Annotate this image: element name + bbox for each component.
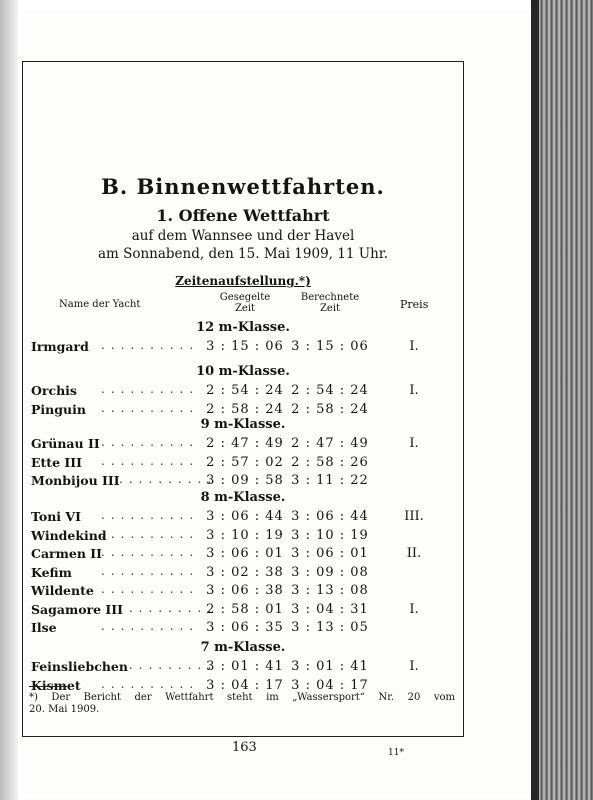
calculated-time: 3 : 13 : 08 bbox=[291, 583, 369, 598]
leader-dots: .......... bbox=[119, 600, 218, 615]
sailed-time: 2 : 58 : 01 bbox=[206, 601, 284, 617]
yacht-name: Pinguin bbox=[31, 401, 86, 417]
race-title: 1. Offene Wettfahrt bbox=[156, 206, 330, 225]
leader-dots: .......... bbox=[101, 619, 200, 633]
sailed-time: 2 : 57 : 02 bbox=[206, 454, 284, 470]
sailed-time: 3 : 06 : 44 bbox=[206, 509, 284, 524]
sailed-time: 3 : 09 : 58 bbox=[206, 473, 284, 488]
leader-dots: .......... bbox=[101, 508, 200, 522]
page-frame bbox=[22, 61, 464, 737]
class-heading: 8 m-Klasse. bbox=[200, 490, 286, 505]
leader-dots: .......... bbox=[119, 658, 218, 672]
book-page-edges bbox=[531, 0, 593, 800]
sailed-time: 3 : 04 : 17 bbox=[206, 677, 284, 693]
header-calculated: Berechnete Zeit bbox=[300, 292, 360, 314]
leader-dots: .......... bbox=[101, 382, 200, 396]
location-line: auf dem Wannsee und der Havel bbox=[131, 228, 355, 244]
calculated-time: 3 : 15 : 06 bbox=[291, 339, 369, 354]
header-name: Name der Yacht bbox=[59, 299, 141, 310]
sailed-time: 2 : 54 : 24 bbox=[206, 383, 284, 398]
table-title: Zeitenaufstellung.*) bbox=[175, 274, 311, 288]
prize: I. bbox=[409, 601, 419, 617]
yacht-name: Wildente bbox=[31, 583, 94, 598]
yacht-name: Ilse bbox=[31, 620, 57, 635]
calculated-time: 3 : 01 : 41 bbox=[291, 659, 369, 674]
leader-dots: .......... bbox=[101, 563, 200, 578]
calculated-time: 3 : 04 : 17 bbox=[291, 677, 369, 693]
calculated-time: 3 : 06 : 44 bbox=[291, 509, 369, 524]
footnote-rule bbox=[29, 686, 67, 687]
prize: I. bbox=[409, 436, 419, 451]
leader-dots: .......... bbox=[101, 676, 200, 691]
sailed-time: 2 : 58 : 24 bbox=[206, 401, 284, 417]
calculated-time: 3 : 13 : 05 bbox=[291, 620, 369, 635]
yacht-name: Ette III bbox=[31, 454, 82, 470]
sailed-time: 3 : 15 : 06 bbox=[206, 339, 284, 354]
section-title: B. Binnenwettfahrten. bbox=[101, 174, 385, 199]
sailed-time: 3 : 06 : 01 bbox=[206, 546, 284, 561]
calculated-time: 2 : 58 : 24 bbox=[291, 401, 369, 417]
book-page bbox=[22, 10, 531, 795]
prize: I. bbox=[409, 383, 419, 398]
class-heading: 10 m-Klasse. bbox=[196, 364, 290, 379]
class-heading: 7 m-Klasse. bbox=[200, 640, 286, 655]
scan-margin bbox=[0, 0, 18, 800]
signature-mark: 11* bbox=[388, 748, 404, 758]
leader-dots: .......... bbox=[101, 526, 200, 541]
class-heading: 12 m-Klasse. bbox=[196, 320, 290, 335]
sailed-time: 3 : 02 : 38 bbox=[206, 564, 284, 580]
header-prize: Preis bbox=[400, 298, 429, 311]
yacht-name: Kismet bbox=[31, 677, 81, 693]
yacht-name: Carmen II bbox=[31, 546, 102, 561]
class-heading: 9 m-Klasse. bbox=[200, 417, 286, 432]
prize: I. bbox=[409, 659, 419, 674]
leader-dots: .......... bbox=[101, 545, 200, 559]
calculated-time: 3 : 10 : 19 bbox=[291, 527, 369, 543]
prize: II. bbox=[406, 546, 422, 561]
yacht-name: Feinsliebchen bbox=[31, 659, 128, 674]
header-sailed: Gesegelte Zeit bbox=[219, 292, 271, 314]
calculated-time: 3 : 06 : 01 bbox=[291, 546, 369, 561]
sailed-time: 3 : 06 : 35 bbox=[206, 620, 284, 635]
sailed-time: 3 : 10 : 19 bbox=[206, 527, 284, 543]
yacht-name: Sagamore III bbox=[31, 601, 123, 617]
date-line: am Sonnabend, den 15. Mai 1909, 11 Uhr. bbox=[97, 246, 389, 262]
prize: I. bbox=[409, 339, 419, 354]
footnote-line-2: 20. Mai 1909. bbox=[29, 704, 100, 715]
calculated-time: 2 : 58 : 26 bbox=[291, 454, 369, 470]
yacht-name: Kefim bbox=[31, 564, 72, 580]
leader-dots: .......... bbox=[119, 472, 218, 486]
calculated-time: 3 : 04 : 31 bbox=[291, 601, 369, 617]
footnote-line-1: *) Der Bericht der Wettfahrt steht im „Wassersport“ Nr. 20 vom bbox=[29, 692, 455, 703]
leader-dots: .......... bbox=[101, 435, 200, 449]
sailed-time: 2 : 47 : 49 bbox=[206, 436, 284, 451]
leader-dots: .......... bbox=[101, 400, 200, 415]
yacht-name: Grünau II bbox=[31, 436, 100, 451]
calculated-time: 2 : 54 : 24 bbox=[291, 383, 369, 398]
yacht-name: Windekind bbox=[31, 527, 107, 543]
sailed-time: 3 : 01 : 41 bbox=[206, 659, 284, 674]
leader-dots: .......... bbox=[101, 582, 200, 596]
calculated-time: 2 : 47 : 49 bbox=[291, 436, 369, 451]
leader-dots: .......... bbox=[101, 453, 200, 468]
leader-dots: .......... bbox=[101, 338, 200, 352]
yacht-name: Orchis bbox=[31, 383, 77, 398]
yacht-name: Monbijou III bbox=[31, 473, 120, 488]
calculated-time: 3 : 11 : 22 bbox=[291, 473, 369, 488]
page-number: 163 bbox=[232, 740, 257, 755]
yacht-name: Irmgard bbox=[31, 339, 89, 354]
sailed-time: 3 : 06 : 38 bbox=[206, 583, 284, 598]
yacht-name: Toni VI bbox=[31, 509, 81, 524]
prize: III. bbox=[404, 509, 424, 524]
calculated-time: 3 : 09 : 08 bbox=[291, 564, 369, 580]
